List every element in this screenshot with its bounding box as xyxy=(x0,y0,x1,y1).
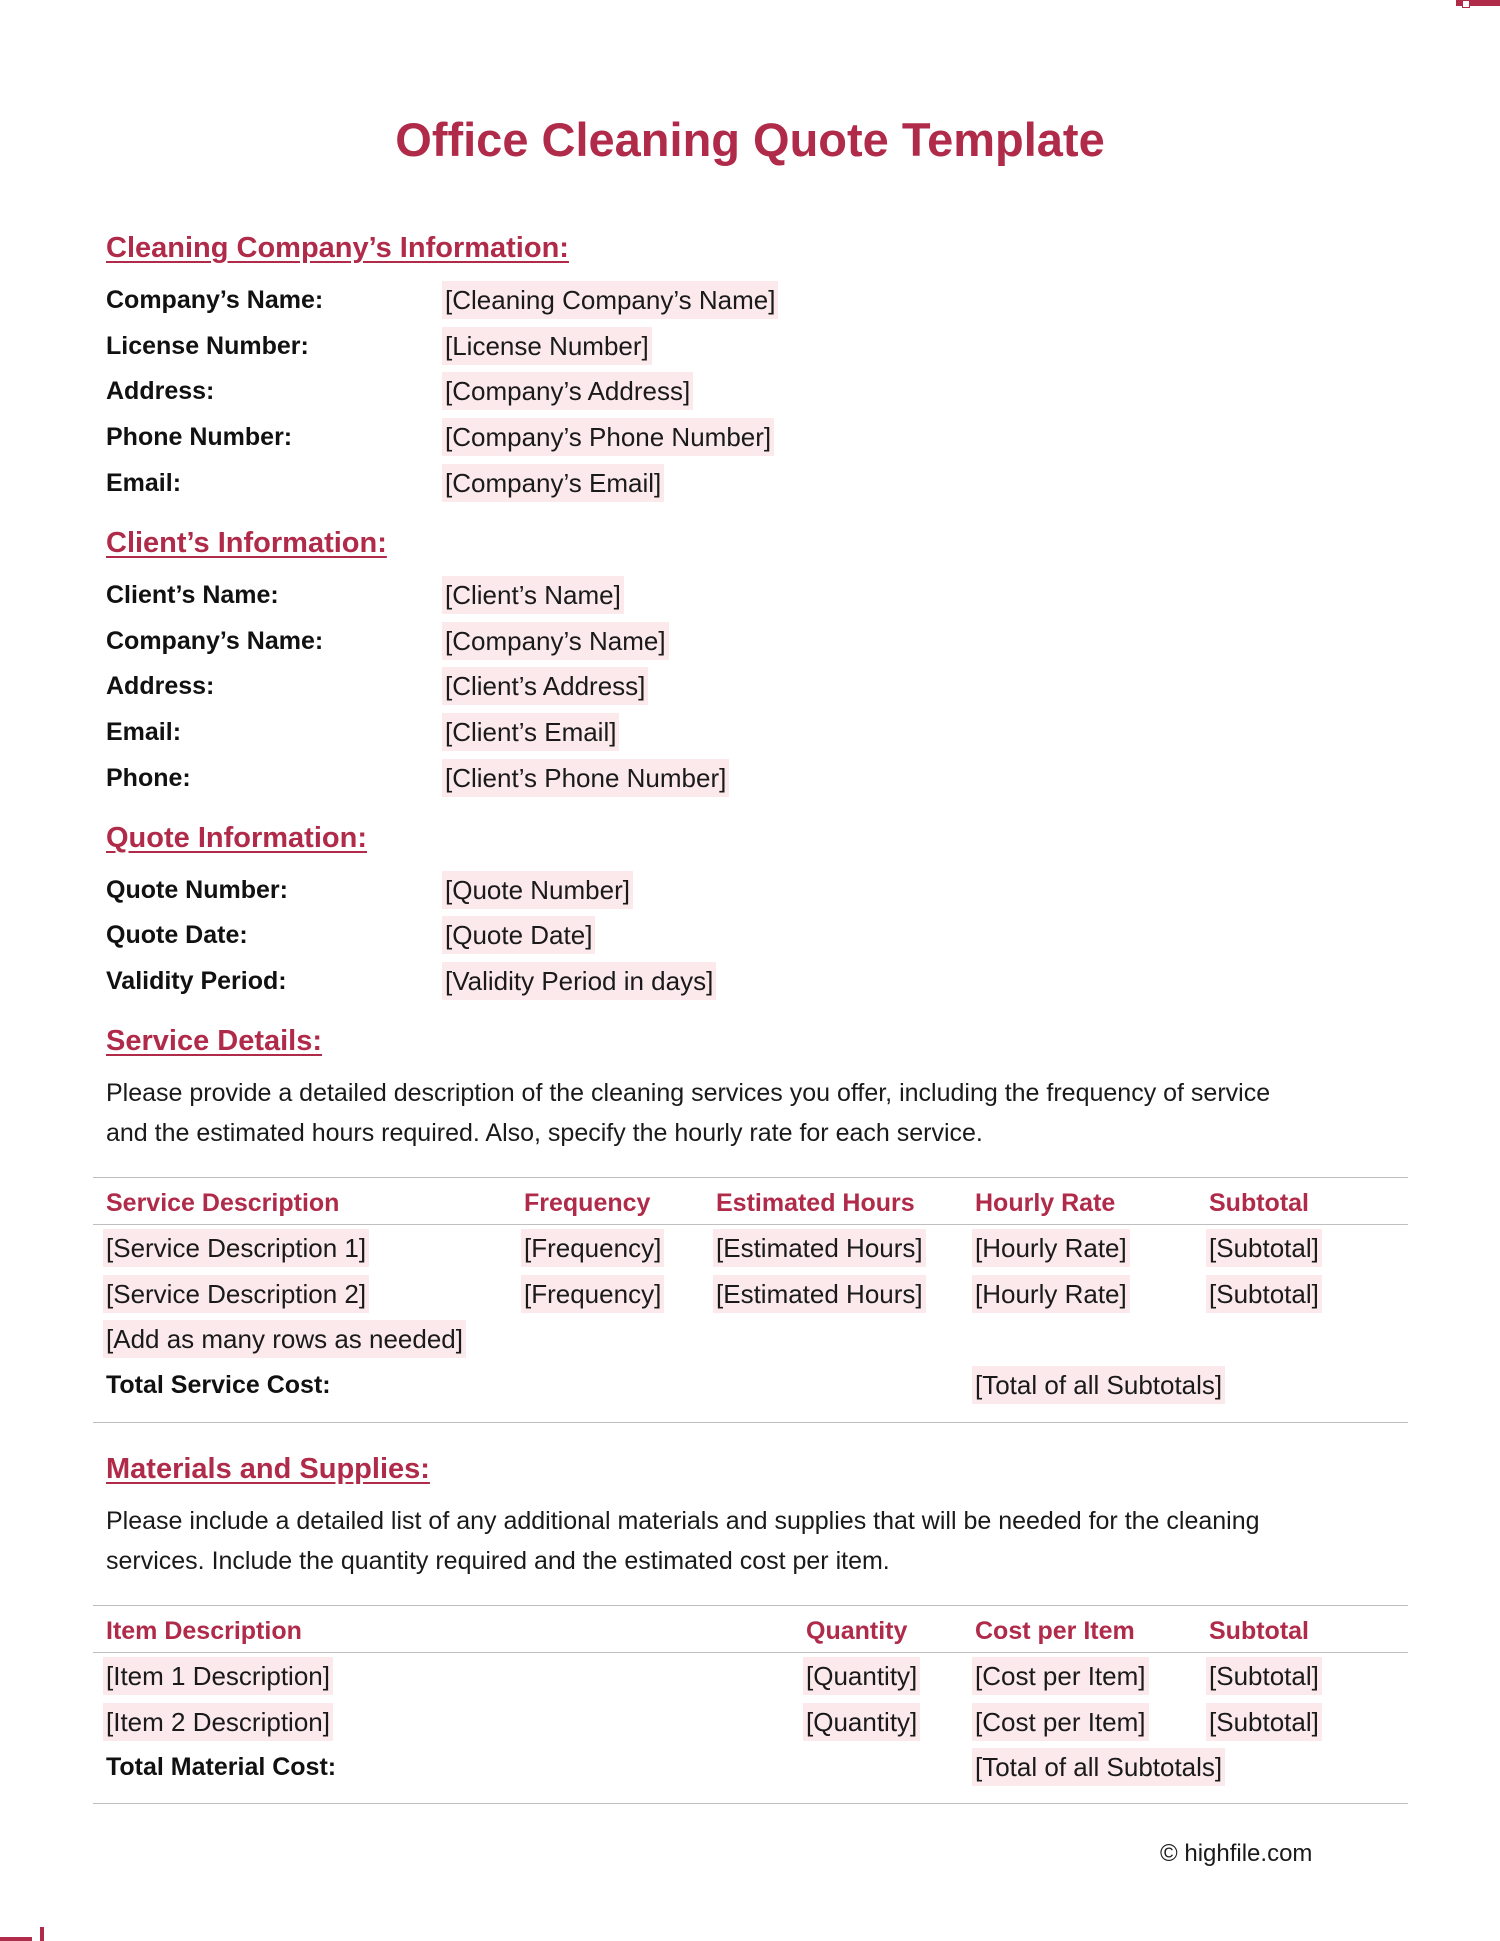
company-phone-value[interactable]: [Company’s Phone Number] xyxy=(442,418,774,456)
col-quantity: Quantity xyxy=(806,1617,908,1645)
service-add-rows-note[interactable]: [Add as many rows as needed] xyxy=(103,1320,466,1358)
service-row-1-subtotal[interactable]: [Subtotal] xyxy=(1206,1229,1322,1267)
col-service-description: Service Description xyxy=(106,1189,340,1217)
item-row-2-quantity[interactable]: [Quantity] xyxy=(803,1703,920,1741)
item-row-2-cost[interactable]: [Cost per Item] xyxy=(972,1703,1149,1741)
table-bottom-rule xyxy=(93,1422,1408,1423)
col-subtotal: Subtotal xyxy=(1209,1189,1309,1217)
service-instructions-line-2: and the estimated hours required. Also, specify the hourly rate for each service. xyxy=(106,1119,983,1147)
material-total-value[interactable]: [Total of all Subtotals] xyxy=(972,1748,1225,1786)
company-name-label: Company’s Name: xyxy=(106,286,324,314)
col-cost-per-item: Cost per Item xyxy=(975,1617,1135,1645)
company-address-value[interactable]: [Company’s Address] xyxy=(442,372,693,410)
col-hourly-rate: Hourly Rate xyxy=(975,1189,1116,1217)
corner-decoration-bottom-left xyxy=(0,1927,44,1941)
company-address-label: Address: xyxy=(106,377,215,405)
item-row-1-cost[interactable]: [Cost per Item] xyxy=(972,1657,1149,1695)
client-company-value[interactable]: [Company’s Name] xyxy=(442,622,669,660)
item-row-1-subtotal[interactable]: [Subtotal] xyxy=(1206,1657,1322,1695)
item-row-2-subtotal[interactable]: [Subtotal] xyxy=(1206,1703,1322,1741)
service-section-heading: Service Details: xyxy=(106,1025,323,1057)
client-email-value[interactable]: [Client’s Email] xyxy=(442,713,619,751)
corner-decoration-top-right xyxy=(1456,0,1500,8)
materials-instructions-line-2: services. Include the quantity required and the estimated cost per item. xyxy=(106,1547,890,1575)
page-title: Office Cleaning Quote Template xyxy=(395,113,1105,166)
materials-table-header-rule xyxy=(93,1652,1408,1653)
client-name-label: Client’s Name: xyxy=(106,581,279,609)
service-row-1-description[interactable]: [Service Description 1] xyxy=(103,1229,369,1267)
license-number-value[interactable]: [License Number] xyxy=(442,327,652,365)
materials-instructions-line-1: Please include a detailed list of any additional materials and supplies that will be needed for the cleaning xyxy=(106,1507,1260,1535)
service-instructions-line-1: Please provide a detailed description of the cleaning services you offer, including the frequency of service xyxy=(106,1079,1271,1107)
material-total-label: Total Material Cost: xyxy=(106,1753,337,1781)
service-total-value[interactable]: [Total of all Subtotals] xyxy=(972,1366,1225,1404)
quote-section-heading: Quote Information: xyxy=(106,822,367,854)
col-item-description: Item Description xyxy=(106,1617,302,1645)
client-section-heading: Client’s Information: xyxy=(106,527,387,559)
quote-date-label: Quote Date: xyxy=(106,921,248,949)
company-phone-label: Phone Number: xyxy=(106,423,293,451)
quote-number-value[interactable]: [Quote Number] xyxy=(442,871,633,909)
company-email-label: Email: xyxy=(106,469,182,497)
service-row-1-frequency[interactable]: [Frequency] xyxy=(521,1229,664,1267)
service-row-2-subtotal[interactable]: [Subtotal] xyxy=(1206,1275,1322,1313)
col-estimated-hours: Estimated Hours xyxy=(716,1189,915,1217)
client-address-value[interactable]: [Client’s Address] xyxy=(442,667,648,705)
table-top-rule xyxy=(93,1177,1408,1178)
client-name-value[interactable]: [Client’s Name] xyxy=(442,576,624,614)
item-row-1-description[interactable]: [Item 1 Description] xyxy=(103,1657,333,1695)
client-address-label: Address: xyxy=(106,672,215,700)
materials-table-top-rule xyxy=(93,1605,1408,1606)
materials-section-heading: Materials and Supplies: xyxy=(106,1453,430,1485)
quote-date-value[interactable]: [Quote Date] xyxy=(442,916,595,954)
footer-copyright: © highfile.com xyxy=(1160,1840,1313,1867)
company-email-value[interactable]: [Company’s Email] xyxy=(442,464,664,502)
validity-period-label: Validity Period: xyxy=(106,967,287,995)
service-row-1-rate[interactable]: [Hourly Rate] xyxy=(972,1229,1130,1267)
service-row-2-frequency[interactable]: [Frequency] xyxy=(521,1275,664,1313)
client-phone-label: Phone: xyxy=(106,764,191,792)
license-number-label: License Number: xyxy=(106,332,309,360)
company-name-value[interactable]: [Cleaning Company’s Name] xyxy=(442,281,778,319)
client-email-label: Email: xyxy=(106,718,182,746)
item-row-1-quantity[interactable]: [Quantity] xyxy=(803,1657,920,1695)
validity-period-value[interactable]: [Validity Period in days] xyxy=(442,962,716,1000)
service-row-2-hours[interactable]: [Estimated Hours] xyxy=(713,1275,926,1313)
table-header-rule xyxy=(93,1224,1408,1225)
company-section-heading: Cleaning Company’s Information: xyxy=(106,232,569,264)
service-total-label: Total Service Cost: xyxy=(106,1371,331,1399)
client-company-label: Company’s Name: xyxy=(106,627,324,655)
materials-table-bottom-rule xyxy=(93,1803,1408,1804)
service-row-2-rate[interactable]: [Hourly Rate] xyxy=(972,1275,1130,1313)
item-row-2-description[interactable]: [Item 2 Description] xyxy=(103,1703,333,1741)
client-phone-value[interactable]: [Client’s Phone Number] xyxy=(442,759,729,797)
quote-number-label: Quote Number: xyxy=(106,876,288,904)
col-frequency: Frequency xyxy=(524,1189,651,1217)
service-row-1-hours[interactable]: [Estimated Hours] xyxy=(713,1229,926,1267)
service-row-2-description[interactable]: [Service Description 2] xyxy=(103,1275,369,1313)
col-material-subtotal: Subtotal xyxy=(1209,1617,1309,1645)
